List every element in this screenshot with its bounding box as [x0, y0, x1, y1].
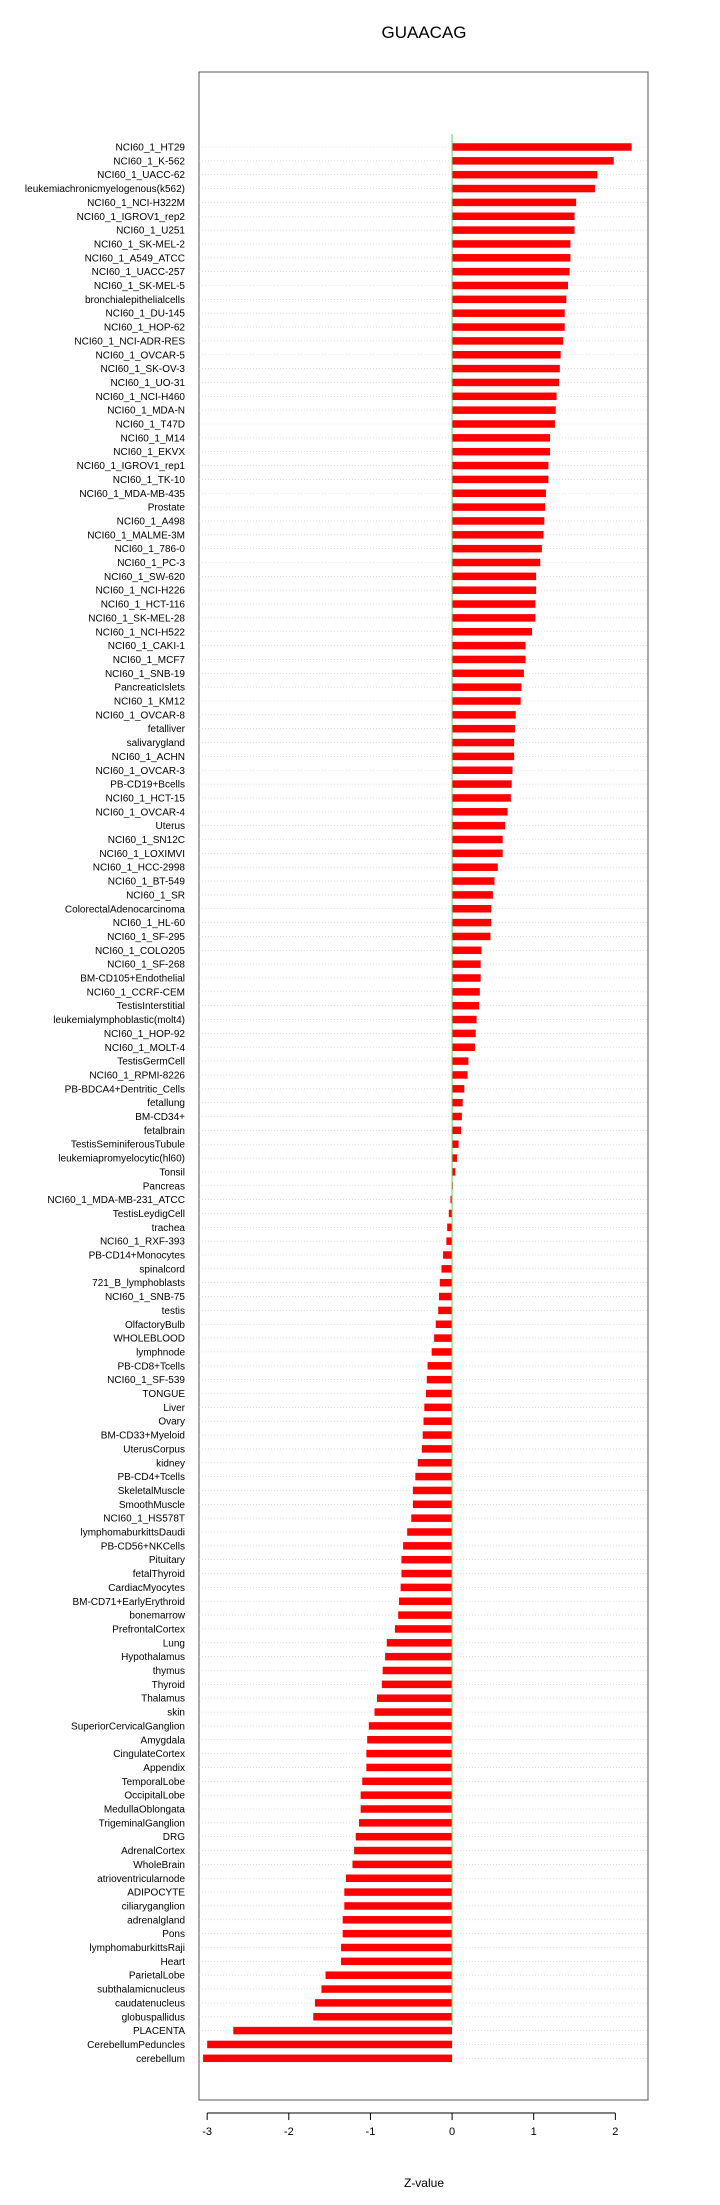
bar: [313, 2013, 452, 2021]
category-label: PB-CD56+NKCells: [100, 1541, 185, 1553]
bar: [441, 1265, 452, 1273]
category-label: NCI60_1_SR: [126, 890, 185, 902]
category-label: bronchialepithelialcells: [84, 294, 185, 306]
bar: [452, 780, 512, 788]
category-label: spinalcord: [139, 1264, 185, 1276]
bar: [359, 1819, 452, 1827]
bar: [428, 1362, 452, 1370]
bar: [452, 226, 574, 234]
bar: [452, 836, 503, 844]
bar: [452, 406, 556, 414]
bar: [452, 337, 563, 345]
category-label: NCI60_1_MOLT-4: [104, 1042, 185, 1054]
category-label: Appendix: [143, 1762, 185, 1774]
bar: [452, 157, 614, 165]
x-tick-label: 1: [530, 2126, 537, 2138]
bar: [452, 448, 550, 456]
category-label: NCI60_1_OVCAR-3: [95, 765, 185, 777]
category-label: lymphomaburkittsRaji: [89, 1943, 185, 1954]
category-label: NCI60_1_OVCAR-4: [95, 807, 185, 819]
bar: [427, 1376, 452, 1384]
bar: [452, 296, 566, 304]
category-label: NCI60_1_TK-10: [112, 474, 185, 486]
bar: [452, 517, 544, 525]
category-label: skin: [167, 1707, 185, 1719]
category-label: NCI60_1_K-562: [113, 156, 185, 168]
category-label: TestisSeminiferousTubule: [70, 1139, 185, 1151]
bar: [354, 1847, 452, 1855]
grid-layer: [199, 147, 648, 2058]
category-label: TestisLeydigCell: [112, 1208, 185, 1220]
bar: [452, 254, 570, 261]
category-label: PB-CD8+Tcells: [117, 1361, 185, 1373]
bar: [352, 1861, 452, 1869]
category-label: NCI60_1_A549_ATCC: [84, 253, 185, 265]
bar: [415, 1473, 452, 1481]
category-label: NCI60_1_KM12: [113, 696, 185, 708]
bar: [407, 1528, 452, 1536]
category-label: NCI60_1_SF-268: [107, 959, 185, 971]
category-label: OlfactoryBulb: [124, 1319, 185, 1331]
category-label: Pancreas: [142, 1181, 185, 1193]
category-label: NCI60_1_HOP-92: [103, 1028, 185, 1040]
category-label: NCI60_1_DU-145: [105, 308, 185, 320]
x-tick-label: -1: [365, 2126, 376, 2138]
category-label: NCI60_1_IGROV1_rep1: [76, 461, 185, 473]
category-label: Amygdala: [140, 1735, 185, 1747]
bar: [452, 143, 632, 151]
category-label: NCI60_1_PC-3: [117, 558, 185, 569]
bar: [452, 600, 535, 608]
bar: [452, 282, 568, 290]
bar: [452, 559, 540, 567]
category-label: BM-CD33+Myeloid: [100, 1430, 185, 1442]
category-label: NCI60_1_SK-MEL-28: [88, 613, 185, 625]
chart-title: GUAACAG: [381, 23, 467, 42]
bar: [452, 905, 491, 913]
category-label: NCI60_1_T47D: [115, 419, 185, 431]
bar: [387, 1639, 452, 1647]
bar: [452, 974, 481, 982]
category-label: NCI60_1_SF-539: [107, 1375, 185, 1387]
category-label: Tonsil: [159, 1167, 185, 1179]
category-label: lymphnode: [136, 1347, 185, 1359]
bar: [398, 1611, 452, 1619]
bar: [361, 1791, 452, 1799]
bar: [452, 476, 548, 484]
bar: [233, 2027, 452, 2035]
bar: [452, 1057, 468, 1065]
category-label: SmoothMuscle: [118, 1499, 185, 1511]
category-label: PB-CD4+Tcells: [117, 1472, 185, 1484]
category-label: CardiacMyocytes: [108, 1582, 185, 1594]
bar: [403, 1542, 452, 1550]
category-label: BM-CD71+EarlyErythroid: [72, 1596, 185, 1608]
category-label: ciliaryganglion: [121, 1901, 185, 1913]
category-label: Thalamus: [141, 1693, 185, 1705]
category-label: NCI60_1_SF-295: [107, 931, 185, 943]
bar: [452, 656, 525, 664]
category-label: NCI60_1_MDA-MB-231_ATCC: [47, 1195, 185, 1207]
bar: [344, 1902, 452, 1910]
bar: [452, 697, 521, 705]
category-labels: [25, 143, 186, 2065]
x-tick-label: -3: [202, 2126, 213, 2138]
bar: [452, 531, 543, 539]
bar: [207, 2041, 452, 2049]
bar: [447, 1224, 452, 1232]
bar: [452, 614, 535, 622]
category-label: Hypothalamus: [121, 1652, 185, 1664]
category-label: SkeletalMuscle: [117, 1485, 185, 1497]
bar: [452, 1044, 475, 1052]
category-label: NCI60_1_UACC-257: [91, 267, 185, 279]
category-label: DRG: [162, 1832, 185, 1844]
bar: [426, 1390, 452, 1398]
category-label: globuspallidus: [121, 2012, 185, 2024]
category-label: NCI60_1_EKVX: [113, 447, 185, 459]
bar: [452, 420, 555, 428]
category-label: Prostate: [147, 502, 185, 514]
category-label: NCI60_1_LOXIMVI: [99, 848, 185, 860]
bar: [422, 1445, 452, 1453]
category-label: testis: [161, 1305, 185, 1317]
category-label: NCI60_1_OVCAR-8: [95, 710, 185, 722]
category-label: PLACENTA: [132, 2026, 185, 2038]
category-label: subthalamicnucleus: [97, 1984, 185, 1996]
category-label: TemporalLobe: [121, 1776, 185, 1788]
bar: [377, 1694, 452, 1702]
category-label: NCI60_1_SK-MEL-2: [93, 239, 185, 251]
category-label: NCI60_1_HS578T: [103, 1513, 185, 1525]
category-label: cerebellum: [136, 2053, 185, 2065]
category-label: fetallung: [147, 1098, 185, 1110]
bar: [341, 1944, 452, 1952]
bar: [383, 1667, 452, 1675]
category-label: Thyroid: [151, 1679, 185, 1691]
category-label: NCI60_1_NCI-H226: [95, 585, 185, 597]
bar: [321, 1985, 452, 1993]
bar: [343, 1930, 452, 1938]
category-label: NCI60_1_ACHN: [111, 751, 185, 763]
category-label: trachea: [151, 1222, 185, 1234]
category-label: AdrenalCortex: [121, 1846, 185, 1858]
bar: [452, 1085, 464, 1093]
category-label: OccipitalLobe: [124, 1790, 185, 1802]
bar: [452, 767, 512, 775]
bar: [443, 1251, 452, 1259]
bar: [423, 1431, 452, 1439]
category-label: NCI60_1_MDA-MB-435: [79, 488, 185, 500]
bar: [452, 545, 542, 553]
x-axis: [202, 2113, 618, 2138]
bar: [452, 1071, 468, 1079]
category-label: NCI60_1_HCT-15: [105, 793, 185, 805]
category-label: leukemialymphoblastic(molt4): [53, 1015, 185, 1027]
category-label: BM-CD34+: [135, 1112, 185, 1123]
bar: [382, 1681, 452, 1689]
bar: [452, 268, 570, 276]
bar: [452, 1154, 457, 1162]
category-label: TestisInterstitial: [116, 1001, 185, 1013]
category-label: fetalThyroid: [132, 1569, 185, 1581]
category-label: NCI60_1_CAKI-1: [107, 641, 185, 653]
bar: [375, 1708, 453, 1716]
bar: [366, 1764, 452, 1772]
category-label: fetalliver: [147, 724, 185, 736]
category-label: thymus: [152, 1666, 185, 1677]
bar: [452, 490, 546, 498]
bar: [452, 1099, 463, 1107]
category-label: Ovary: [158, 1416, 185, 1428]
category-label: NCI60_1_SNB-19: [104, 668, 185, 680]
bar: [452, 794, 511, 802]
category-label: bonemarrow: [129, 1610, 185, 1622]
bar: [452, 393, 556, 401]
bar: [452, 379, 559, 387]
category-label: PrefrontalCortex: [112, 1624, 185, 1636]
bar: [452, 213, 574, 221]
bar: [401, 1556, 452, 1564]
bar: [413, 1487, 452, 1495]
bar: [424, 1417, 453, 1425]
bar: [452, 933, 490, 941]
category-label: Pituitary: [148, 1555, 185, 1567]
bar: [452, 351, 561, 359]
bar: [341, 1958, 452, 1966]
category-label: kidney: [156, 1458, 185, 1470]
category-label: NCI60_1_OVCAR-5: [95, 350, 185, 362]
bar: [452, 891, 493, 899]
category-label: ColorectalAdenocarcinoma: [64, 904, 185, 916]
bar: [343, 1916, 452, 1924]
category-label: leukemiapromyelocytic(hl60): [58, 1153, 185, 1165]
category-label: atrioventricularnode: [97, 1873, 185, 1885]
category-label: NCI60_1_HT29: [115, 142, 185, 154]
category-label: NCI60_1_NCI-H322M: [87, 197, 185, 209]
category-label: NCI60_1_NCI-ADR-RES: [74, 336, 185, 348]
category-label: Pons: [162, 1929, 185, 1941]
category-label: PB-BDCA4+Dentritic_Cells: [64, 1084, 185, 1096]
bar: [439, 1293, 452, 1301]
bar: [452, 670, 524, 678]
bar: [424, 1404, 452, 1412]
category-label: NCI60_1_COLO205: [94, 945, 185, 957]
category-label: WHOLEBLOOD: [113, 1333, 185, 1345]
bar: [452, 711, 516, 719]
bar: [361, 1805, 452, 1813]
bar: [452, 462, 548, 470]
bar: [432, 1348, 452, 1356]
bar: [366, 1750, 452, 1758]
category-label: TONGUE: [142, 1389, 185, 1400]
bar: [452, 1002, 479, 1010]
bar: [452, 960, 481, 968]
category-label: NCI60_1_MDA-N: [107, 405, 185, 417]
bar: [452, 947, 481, 955]
bar: [418, 1459, 452, 1467]
bar: [452, 919, 491, 927]
category-label: NCI60_1_SNB-75: [104, 1292, 185, 1304]
category-label: Uterus: [155, 821, 185, 833]
category-label: NCI60_1_IGROV1_rep2: [76, 211, 185, 223]
bar: [452, 1030, 476, 1038]
bar: [369, 1722, 452, 1730]
category-label: NCI60_1_A498: [116, 516, 185, 528]
category-label: NCI60_1_MCF7: [112, 654, 185, 666]
bar: [446, 1237, 452, 1245]
bar: [326, 1971, 453, 1979]
category-label: NCI60_1_NCI-H522: [95, 627, 185, 639]
category-label: MedullaOblongata: [103, 1804, 185, 1816]
category-label: NCI60_1_MALME-3M: [87, 530, 185, 542]
bar: [385, 1653, 452, 1661]
category-label: NCI60_1_HCT-116: [100, 599, 185, 611]
category-label: UterusCorpus: [123, 1444, 185, 1456]
bar: [452, 323, 565, 331]
bar: [452, 1016, 476, 1024]
bar: [452, 877, 494, 885]
bar: [413, 1501, 452, 1509]
bar: [203, 2055, 452, 2063]
category-label: NCI60_1_NCI-H460: [95, 391, 185, 403]
category-label: TestisGermCell: [117, 1056, 185, 1068]
category-label: NCI60_1_UACC-62: [97, 170, 185, 182]
category-label: NCI60_1_SN12C: [107, 835, 185, 846]
bar: [452, 822, 505, 830]
x-axis-label: Z-value: [403, 2176, 445, 2190]
bar: [452, 171, 597, 179]
bar: [452, 628, 532, 636]
bar: [452, 586, 536, 594]
bar: [367, 1736, 452, 1744]
bar: [440, 1279, 452, 1287]
category-label: NCI60_1_HCC-2998: [92, 862, 185, 874]
category-label: Liver: [163, 1402, 185, 1414]
category-label: leukemiachronicmyelogenous(k562): [24, 184, 185, 196]
category-label: salivarygland: [126, 738, 185, 750]
bar: [452, 863, 498, 871]
category-label: PB-CD19+Bcells: [110, 779, 185, 791]
bar: [362, 1778, 452, 1786]
bar: [452, 309, 565, 317]
bar: [452, 808, 508, 816]
category-label: PB-CD14+Monocytes: [88, 1250, 185, 1262]
bar: [452, 240, 570, 248]
category-label: NCI60_1_CCRF-CEM: [86, 987, 185, 999]
bar: [452, 683, 521, 691]
category-label: caudatenucleus: [114, 1998, 185, 2010]
category-label: NCI60_1_BT-549: [107, 876, 185, 888]
bar: [452, 725, 515, 733]
category-label: NCI60_1_786-0: [114, 544, 185, 556]
bar: [452, 365, 560, 373]
bar: [401, 1570, 452, 1578]
category-label: NCI60_1_SK-MEL-5: [93, 281, 185, 292]
category-label: fetalbrain: [143, 1125, 185, 1137]
category-label: 721_B_lymphoblasts: [92, 1278, 185, 1290]
category-label: NCI60_1_U251: [116, 225, 185, 237]
bar: [452, 850, 503, 858]
category-label: CerebellumPeduncles: [87, 2039, 185, 2051]
bar: [315, 1999, 452, 2007]
bar: [344, 1888, 452, 1896]
bar: [452, 434, 550, 442]
x-tick-label: 2: [612, 2126, 619, 2138]
bar: [452, 1127, 461, 1135]
category-label: ADIPOCYTE: [127, 1887, 185, 1899]
bar: [436, 1321, 452, 1329]
bar: [401, 1584, 452, 1592]
category-label: NCI60_1_UO-31: [110, 377, 185, 389]
category-label: NCI60_1_M14: [120, 433, 185, 445]
bar: [438, 1307, 452, 1315]
category-label: SuperiorCervicalGanglion: [71, 1721, 185, 1733]
category-label: lymphomaburkittsDaudi: [80, 1527, 185, 1539]
bar: [395, 1625, 452, 1633]
bar: [399, 1598, 452, 1606]
bar: [452, 185, 595, 193]
bar: [452, 1113, 462, 1121]
bar: [411, 1514, 452, 1522]
category-label: NCI60_1_RXF-393: [99, 1236, 185, 1248]
category-label: NCI60_1_HL-60: [112, 918, 185, 930]
bars-layer: [203, 143, 632, 2062]
category-label: NCI60_1_RPMI-8226: [89, 1070, 185, 1082]
bar: [452, 753, 514, 761]
bar: [346, 1875, 452, 1883]
bar: [452, 573, 536, 581]
bar: [452, 199, 576, 207]
bar: [434, 1334, 452, 1342]
category-label: BM-CD105+Endothelial: [80, 973, 185, 985]
x-tick-label: 0: [449, 2126, 456, 2138]
category-label: NCI60_1_HOP-62: [103, 322, 185, 334]
category-label: NCI60_1_SW-620: [104, 571, 185, 583]
category-label: WholeBrain: [133, 1859, 185, 1871]
bar: [452, 739, 514, 747]
bar: [452, 988, 480, 996]
category-label: NCI60_1_SK-OV-3: [100, 364, 185, 376]
category-label: CingulateCortex: [113, 1749, 185, 1761]
bar: [356, 1833, 452, 1841]
bar: [452, 642, 525, 650]
category-label: Heart: [160, 1956, 185, 1968]
category-label: TrigeminalGanglion: [98, 1818, 185, 1830]
x-tick-label: -2: [283, 2126, 294, 2138]
category-label: ParietalLobe: [128, 1970, 185, 1982]
category-label: adrenalgland: [127, 1915, 185, 1927]
bar: [452, 1140, 459, 1148]
bar: [452, 503, 545, 511]
category-label: PancreaticIslets: [114, 682, 185, 694]
category-label: Lung: [162, 1638, 185, 1650]
